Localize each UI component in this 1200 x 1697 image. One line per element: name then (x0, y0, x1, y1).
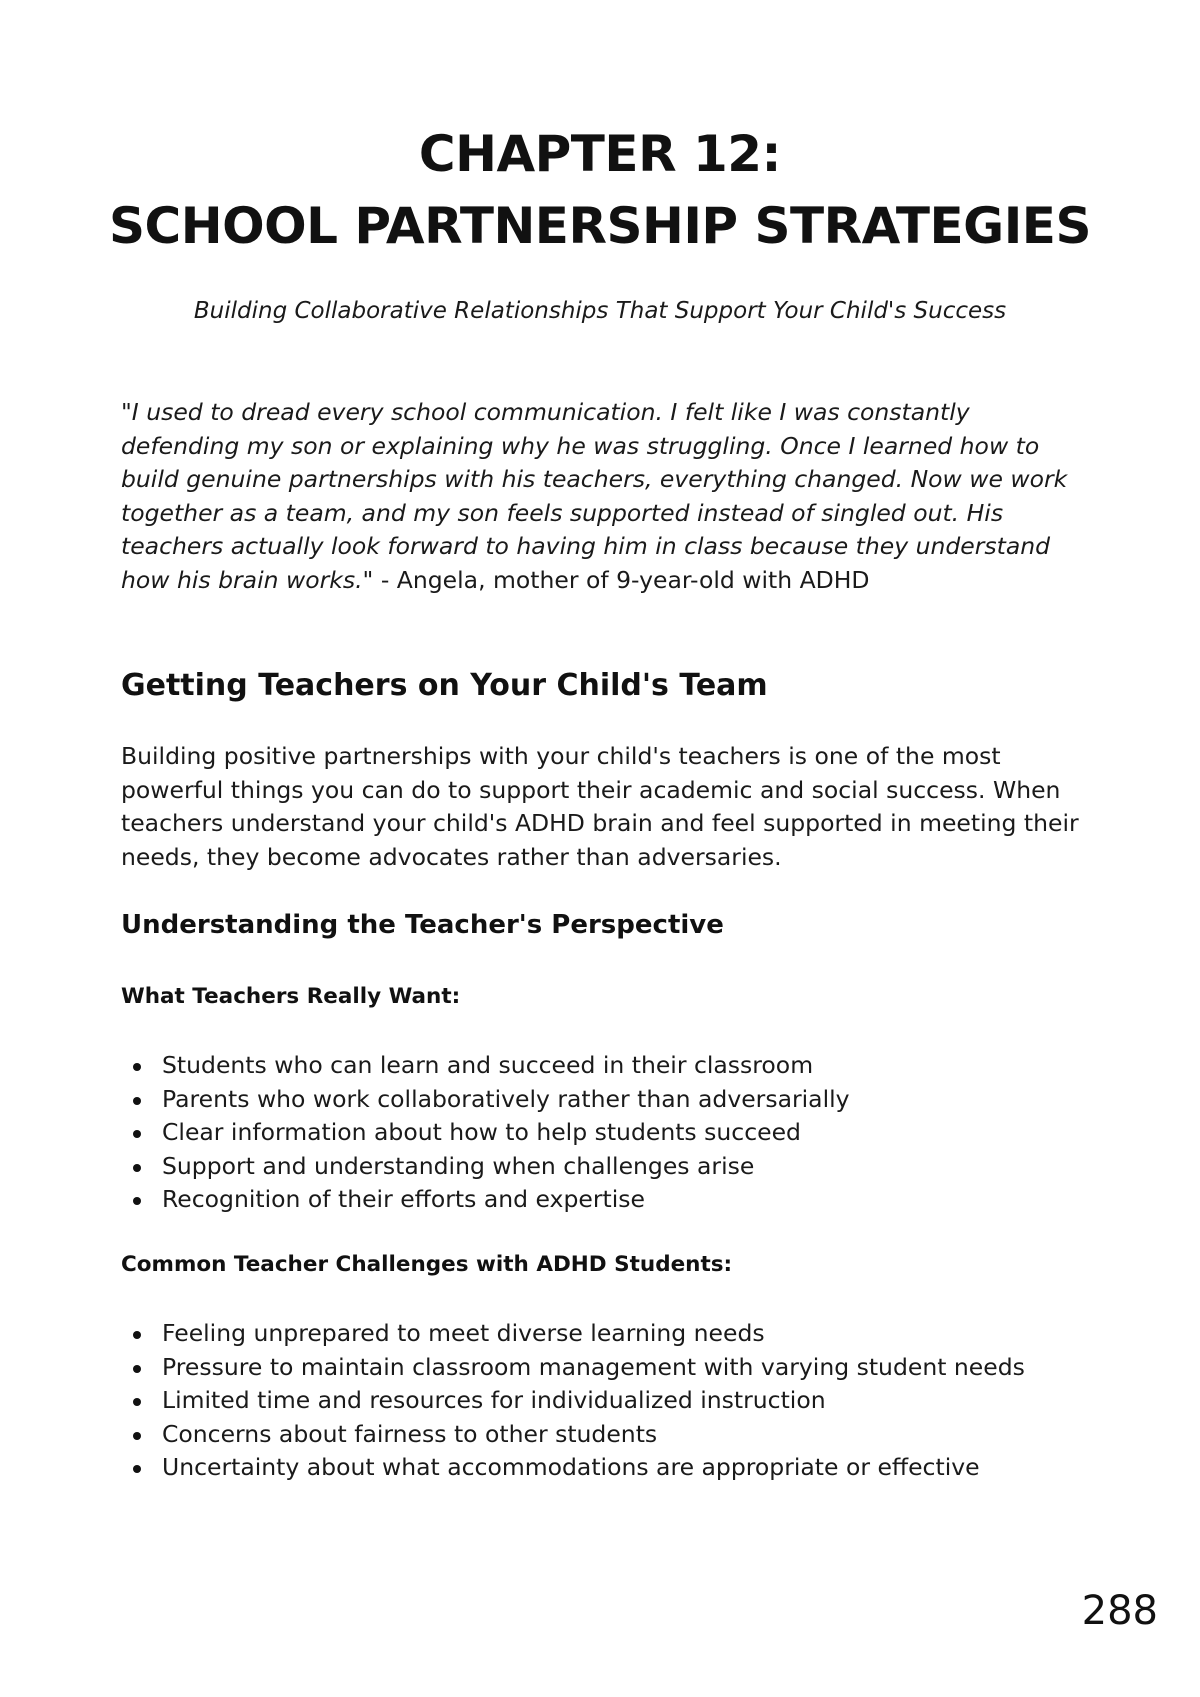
teacher-challenges-list (121, 1317, 1101, 1485)
list-item: Feeling unprepared to meet diverse learning needs (121, 1317, 1101, 1351)
page-number: 288 (1081, 1588, 1158, 1634)
section-heading: Getting Teachers on Your Child's Team (121, 668, 768, 703)
section-paragraph: Building positive partnerships with your child's teachers is one of the most powerful things you can do to support their academic and social success. When teachers understand your child's ADHD brain and feel supported in meeting their needs, they become advocates rather than adversaries. (121, 742, 1079, 871)
chapter-title-line-2: SCHOOL PARTNERSHIP STRATEGIES (109, 197, 1091, 255)
quote-attribution: - Angela, mother of 9-year-old with ADHD (373, 565, 870, 594)
list-item: Concerns about fairness to other students (121, 1418, 1101, 1452)
list-item: Pressure to maintain classroom management with varying student needs (121, 1351, 1101, 1385)
list-item: Limited time and resources for individualized instruction (121, 1384, 1101, 1418)
testimonial-quote (121, 396, 1081, 597)
teacher-wants-list (121, 1049, 1101, 1217)
chapter-subtitle: Building Collaborative Relationships That Support Your Child's Success (193, 298, 1007, 324)
teacher-challenges-heading: Common Teacher Challenges with ADHD Students: (121, 1252, 733, 1277)
quote-text: "I used to dread every school communication. I felt like I was constantly defending my son or explaining why he was struggling. Once I learned how to build genuine partnerships with his teachers, everything changed. Now we work together as a team, and my son feels supported instead of singled out. His teachers actually look forward to having him in class because they understand how his brain works." (121, 398, 1068, 594)
list-item: Parents who work collaboratively rather than adversarially (121, 1083, 1101, 1117)
list-item: Uncertainty about what accommodations are appropriate or effective (121, 1451, 1101, 1485)
subsection-heading: Understanding the Teacher's Perspective (121, 910, 724, 940)
list-item: Students who can learn and succeed in their classroom (121, 1049, 1101, 1083)
list-item: Support and understanding when challenges arise (121, 1150, 1101, 1184)
list-item: Clear information about how to help students succeed (121, 1116, 1101, 1150)
teacher-wants-heading: What Teachers Really Want: (121, 984, 461, 1009)
list-item: Recognition of their efforts and expertise (121, 1183, 1101, 1217)
chapter-title (0, 118, 1200, 262)
chapter-title-line-1: CHAPTER 12: (418, 125, 782, 183)
